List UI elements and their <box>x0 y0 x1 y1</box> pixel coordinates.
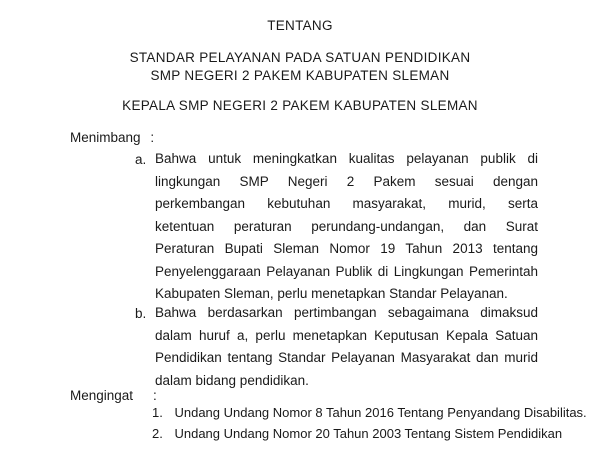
item-b-marker: b. <box>135 306 147 321</box>
mengingat-item-number: 2. <box>152 426 163 441</box>
mengingat-item-2 <box>152 426 562 441</box>
title-line-2: SMP NEGERI 2 PAKEM KABUPATEN SLEMAN <box>150 68 450 83</box>
item-a-marker: a. <box>135 152 147 167</box>
item-a-line: ketentuan peraturan perundang-undangan, dan Surat <box>155 218 538 234</box>
item-b-line: dalam bidang pendidikan. <box>155 372 309 388</box>
title-line-1: STANDAR PELAYANAN PADA SATUAN PENDIDIKAN <box>129 50 471 65</box>
item-b-line: dalam huruf a, perlu menetapkan Keputusan Kepala Satuan <box>155 327 538 343</box>
mengingat-item-number: 1. <box>152 405 163 420</box>
item-a-line: perkembangan kebutuhan masyarakat, murid, serta <box>155 196 538 211</box>
mengingat-item-1 <box>152 405 587 420</box>
menimbang-label <box>70 130 154 145</box>
item-a-line: Kabupaten Sleman, perlu menetapkan Standar Pelayanan. <box>155 286 508 301</box>
tentang-heading: TENTANG <box>267 18 333 33</box>
mengingat-item-text: Undang Undang Nomor 20 Tahun 2003 Tentang Sistem Pendidikan <box>174 426 563 441</box>
menimbang-colon: : <box>150 130 155 145</box>
item-b-paragraph <box>155 302 538 392</box>
item-a-paragraph <box>155 148 538 306</box>
item-a-line: Penyelenggaraan Pelayanan Publik di Lingkungan Pemerintah <box>155 263 538 279</box>
mengingat-label: Mengingat <box>70 388 134 403</box>
item-a-line: Bahwa untuk meningkatkan kualitas pelayanan publik di <box>155 151 538 166</box>
mengingat-item-text: Undang Undang Nomor 8 Tahun 2016 Tentang Penyandang Disabilitas. <box>174 405 587 420</box>
item-a-line: Peraturan Bupati Sleman Nomor 19 Tahun 2013 tentang <box>155 241 538 256</box>
menimbang-label-text: Menimbang <box>70 130 141 145</box>
item-b-line: Bahwa berdasarkan pertimbangan sebagaimana dimaksud <box>155 305 538 320</box>
authority-heading: KEPALA SMP NEGERI 2 PAKEM KABUPATEN SLEMAN <box>122 98 478 113</box>
mengingat-colon: : <box>153 388 157 403</box>
item-a-line: lingkungan SMP Negeri 2 Pakem sesuai dengan <box>155 173 538 189</box>
item-b-line: Pendidikan tentang Standar Pelayanan Masyarakat dan murid <box>155 350 538 365</box>
